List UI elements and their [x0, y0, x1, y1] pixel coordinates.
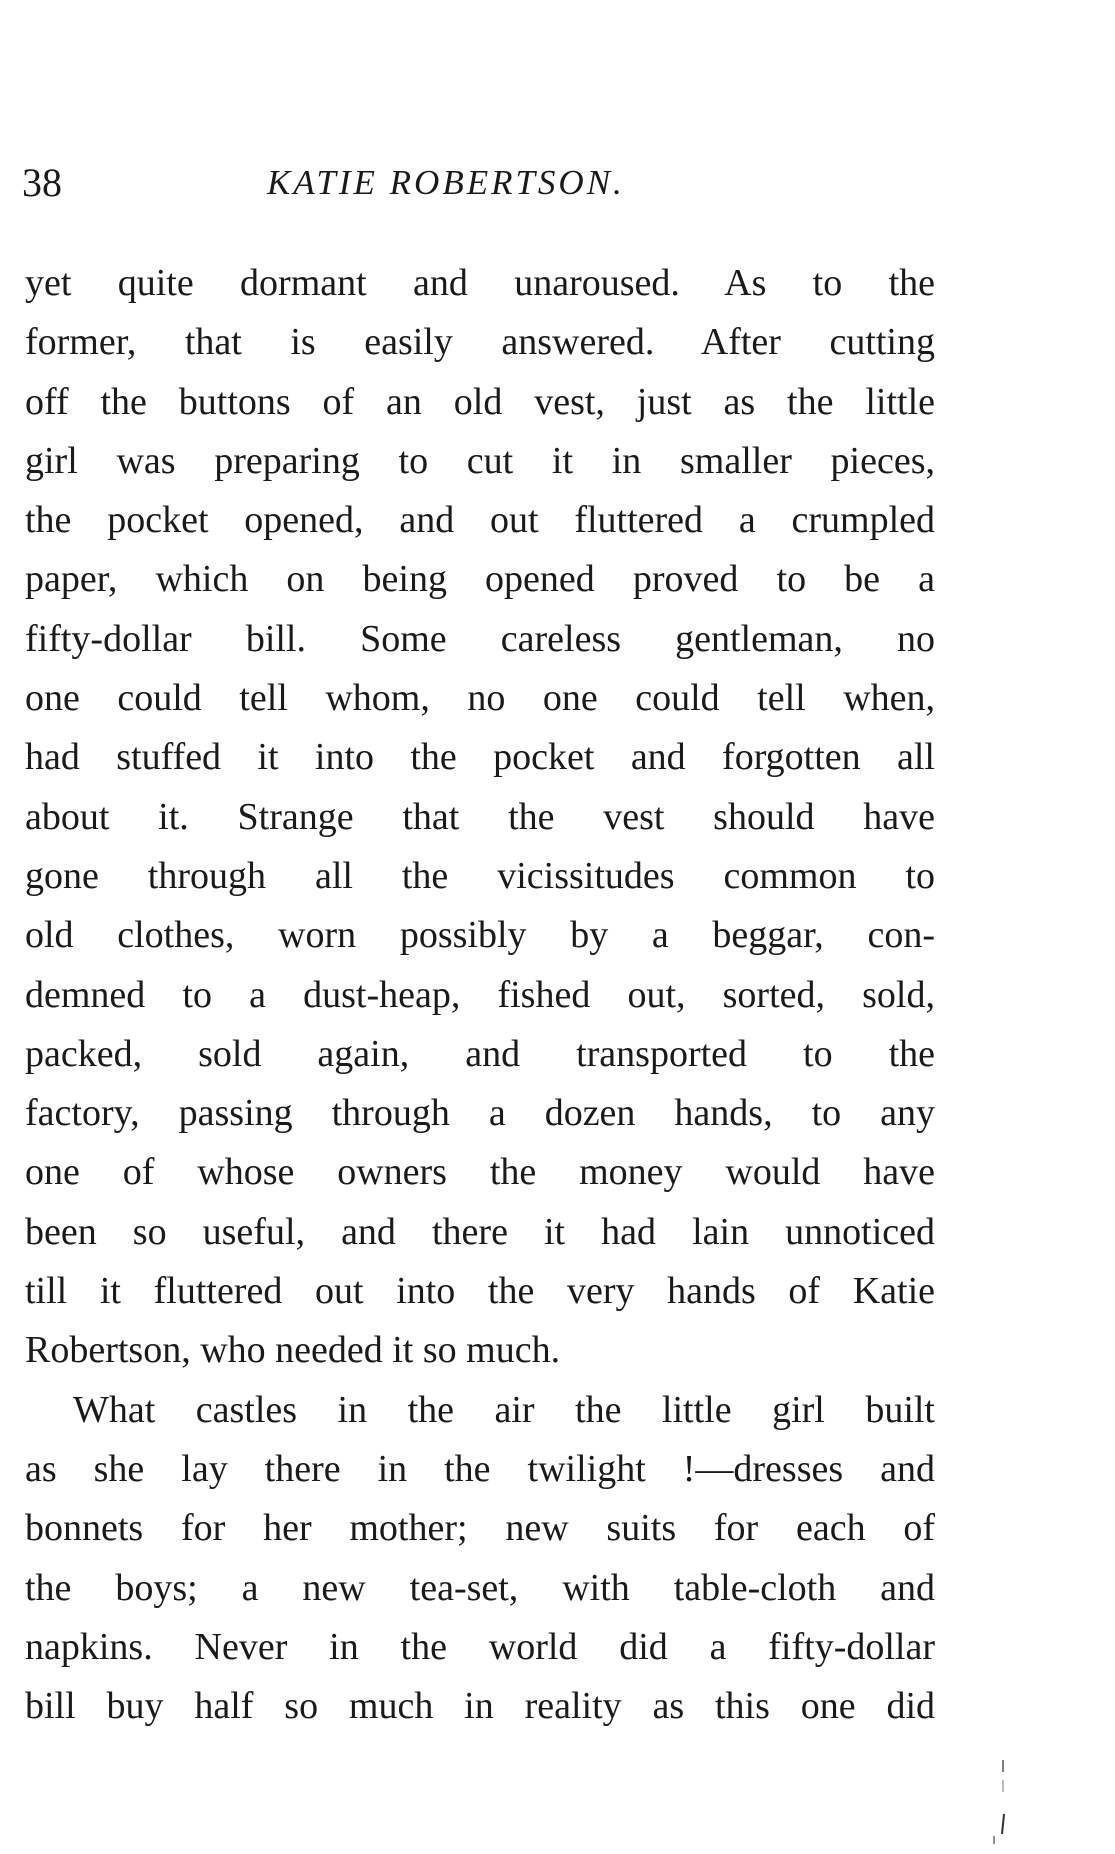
text-line: demned to a dust-heap, fished out, sorted, sold,	[25, 973, 935, 1016]
paragraph-1	[25, 254, 935, 1381]
text-line: about it. Strange that the vest should have	[25, 795, 935, 838]
text-line: former, that is easily answered. After cutting	[25, 321, 935, 364]
text-line: one could tell whom, no one could tell when,	[25, 677, 935, 720]
text-line: had stuffed it into the pocket and forgotten all	[25, 736, 935, 779]
text-line: till it fluttered out into the very hands of Katie	[25, 1270, 935, 1313]
text-line: bonnets for her mother; new suits for each of	[25, 1507, 935, 1550]
text-line: bill buy half so much in reality as this one did	[25, 1685, 935, 1728]
text-line: What castles in the air the little girl built	[73, 1388, 935, 1431]
page-number: 38	[22, 160, 62, 205]
text-line: fifty-dollar bill. Some careless gentleman, no	[25, 617, 935, 660]
text-line: napkins. Never in the world did a fifty-dollar	[25, 1625, 935, 1668]
text-line: paper, which on being opened proved to be a	[25, 558, 935, 601]
text-line: Robertson, who needed it so much.	[25, 1329, 561, 1372]
paragraph-2	[25, 1381, 935, 1737]
text-line: the pocket opened, and out fluttered a crumpled	[25, 499, 935, 542]
text-line: packed, sold again, and transported to the	[25, 1032, 935, 1075]
text-line: gone through all the vicissitudes common to	[25, 854, 935, 897]
text-line: off the buttons of an old vest, just as the little	[25, 380, 935, 423]
text-line: been so useful, and there it had lain unnoticed	[25, 1210, 935, 1253]
text-line: old clothes, worn possibly by a beggar, con-	[25, 914, 935, 957]
text-line: as she lay there in the twilight !—dresses and	[25, 1447, 935, 1490]
text-line: the boys; a new tea-set, with table-cloth and	[25, 1566, 935, 1609]
text-line: one of whose owners the money would have	[25, 1151, 935, 1194]
margin-marks	[985, 1758, 1015, 1854]
text-line: yet quite dormant and unaroused. As to the	[25, 262, 935, 304]
book-title: KATIE ROBERTSON.	[267, 163, 625, 202]
text-line: girl was preparing to cut it in smaller pieces,	[25, 439, 935, 482]
running-head	[22, 158, 922, 208]
body-text	[25, 254, 935, 1736]
text-line: factory, passing through a dozen hands, to any	[25, 1092, 935, 1135]
